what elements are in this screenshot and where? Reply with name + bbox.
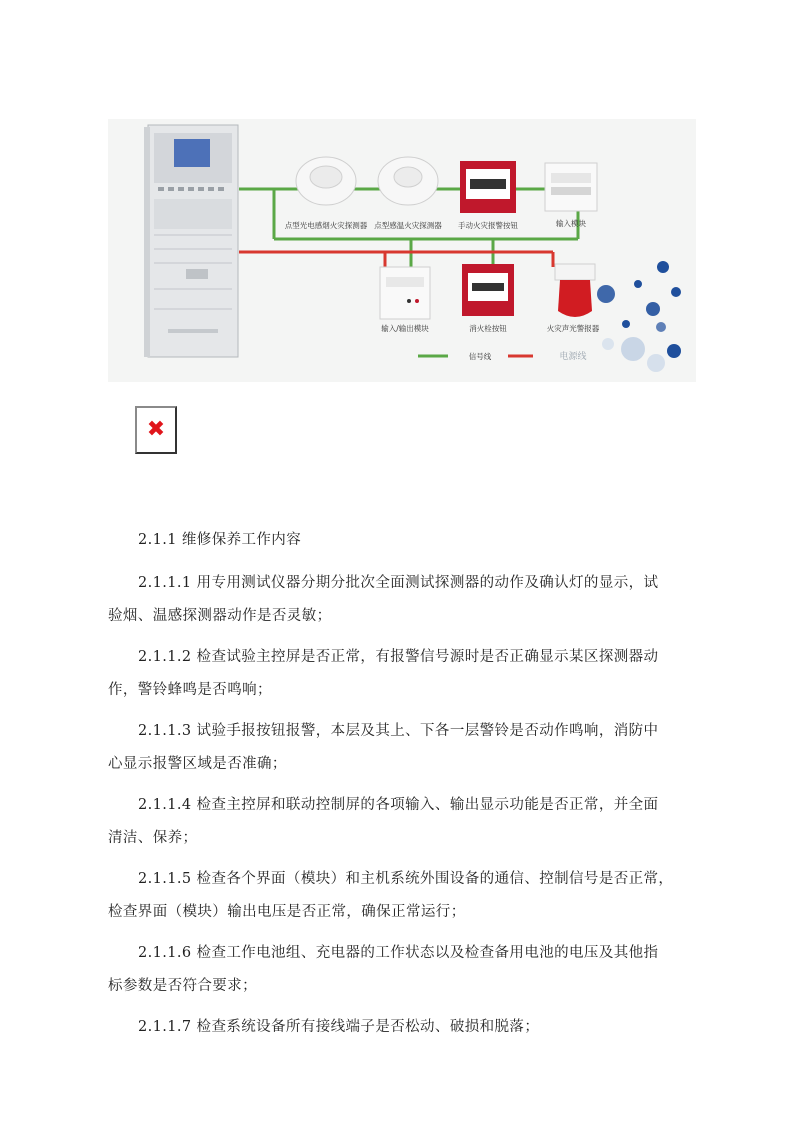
paragraph-2-1-1-3: [108, 715, 692, 781]
paragraph-line: 2.1.1.1 用专用测试仪器分期分批次全面测试探测器的动作及确认灯的显示，试: [138, 575, 659, 591]
paragraph-2-1-1-2: [108, 641, 692, 707]
hydrant-button: [462, 264, 514, 316]
paragraph-line: 2.1.1.2 检查试验主控屏是否正常，有报警信号源时是否正确显示某区探测器动: [138, 649, 659, 665]
section-heading: 2.1.1 维修保养工作内容: [138, 532, 302, 548]
paragraph-line: 2.1.1.4 检查主控屏和联动控制屏的各项输入、输出显示功能是否正常，并全面: [138, 797, 659, 813]
paragraph-line: 验烟、温感探测器动作是否灵敏；: [108, 608, 332, 624]
paragraph-line: 2.1.1.6 检查工作电池组、充电器的工作状态以及检查备用电池的电压及其他指: [138, 945, 659, 961]
broken-image-icon: [135, 406, 177, 454]
paragraph-2-1-1-6: [108, 937, 692, 1003]
input-module: [545, 163, 597, 211]
label-smoke-detector: 点型光电感烟火灾探测器: [284, 221, 368, 230]
paragraph-line: 检查界面（模块）输出电压是否正常，确保正常运行；: [108, 904, 466, 920]
label-manual-alarm: 手动火灾报警按钮: [458, 221, 518, 230]
manual-alarm-button: [460, 161, 516, 213]
sounder-strobe: [555, 264, 595, 317]
paragraph-line: 2.1.1.7 检查系统设备所有接线端子是否松动、破损和脱落；: [138, 1019, 540, 1035]
fire-alarm-system-figure: [108, 119, 696, 382]
paragraph-2-1-1-4: [108, 789, 692, 855]
broken-image-glyph: ✖: [146, 417, 166, 442]
io-module: [380, 267, 430, 319]
label-heat-detector: 点型感温火灾探测器: [374, 221, 442, 230]
label-hydrant-button: 消火栓按钮: [469, 324, 507, 333]
paragraph-line: 清洁、保养；: [108, 830, 198, 846]
label-input-module: 输入模块: [556, 219, 586, 228]
heat-detector: [378, 157, 438, 205]
paragraph-line: 心显示报警区域是否准确；: [108, 756, 287, 772]
legend-power-label: 电源线: [559, 352, 587, 362]
smoke-detector: [296, 157, 356, 205]
paragraph-line: 作，警铃蜂鸣是否鸣响；: [108, 682, 272, 698]
label-io-module: 输入/输出模块: [381, 324, 429, 333]
paragraph-line: 标参数是否符合要求；: [108, 978, 257, 994]
label-sounder-strobe: 火灾声光警报器: [546, 324, 600, 333]
legend-signal-label: 信号线: [468, 352, 492, 361]
control-cabinet: [144, 125, 238, 357]
paragraph-line: 2.1.1.5 检查各个界面（模块）和主机系统外围设备的通信、控制信号是否正常，: [138, 871, 674, 887]
paragraph-line: 2.1.1.3 试验手报按钮报警，本层及其上、下各一层警铃是否动作鸣响，消防中: [138, 723, 659, 739]
paragraph-2-1-1-5: [108, 863, 692, 929]
paragraph-2-1-1-7: [108, 1011, 692, 1044]
paragraph-2-1-1-1: [108, 567, 692, 633]
